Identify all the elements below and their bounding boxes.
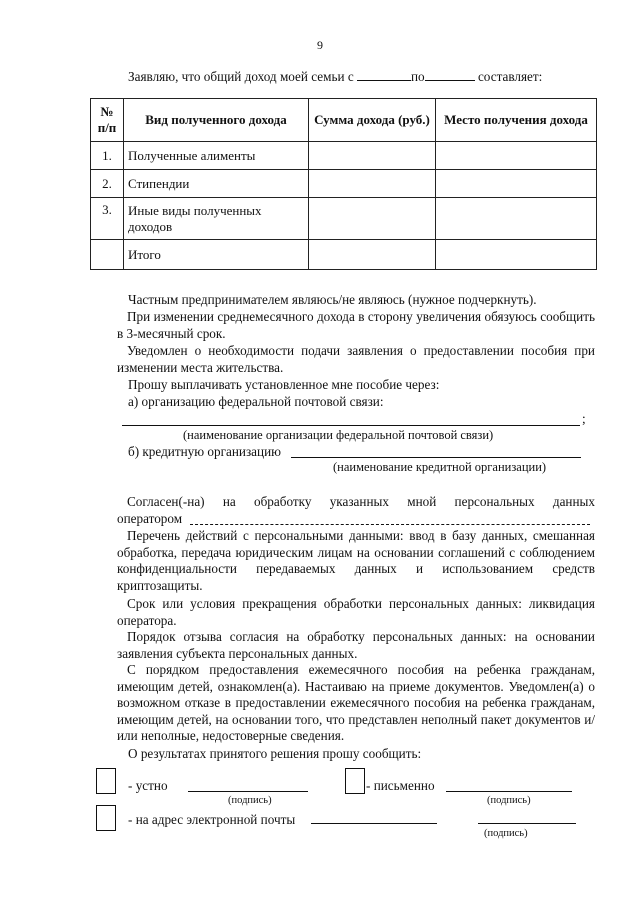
payment-request: Прошу выплачивать установленное мне пособие через: [128,377,440,392]
income-change-statement: При изменении среднемесячного дохода в сторону увеличения обязуюсь сообщить в 3-месячный срок. [117,309,595,341]
written-checkbox[interactable] [345,768,365,794]
row-income-type: Стипендии [124,170,309,198]
row-place-cell[interactable] [436,170,597,198]
income-table [90,98,597,270]
oral-option-label: - устно [128,778,168,793]
table-row [91,170,597,198]
actions-list: Перечень действий с персональными данными: ввод в базу данных, смешанная обработка, передача юридическим лицам на основании соглашений с соблюдением конфиденциальности передаваемых данных и использованием средств криптозащиты. [117,528,595,593]
oral-signature-line[interactable] [188,791,308,792]
semicolon: ; [582,411,586,426]
row-amount-cell[interactable] [309,198,436,240]
header-number: № п/п [91,99,124,142]
row-place-cell[interactable] [436,198,597,240]
withdrawal-procedure: Порядок отзыва согласия на обработку персональных данных: на основании заявления субъекта персональных данных. [117,629,595,661]
bank-option-caption: (наименование кредитной организации) [333,460,547,474]
row-place-cell[interactable] [436,240,597,270]
header-income-type: Вид полученного дохода [124,99,309,142]
postal-organization-field[interactable] [122,425,580,426]
oral-checkbox[interactable] [96,768,116,794]
operator-label: оператором [117,511,183,526]
postal-option-label: а) организацию федеральной почтовой связи: [128,394,384,409]
row-income-type: Итого [124,240,309,270]
table-row [91,142,597,170]
written-signature-line[interactable] [446,791,572,792]
row-place-cell[interactable] [436,142,597,170]
date-to-field[interactable] [425,68,475,81]
termination-terms: Срок или условия прекращения обработки персональных данных: ликвидация оператора. [117,596,595,628]
bank-option-label: б) кредитную организацию [128,444,282,459]
results-heading: О результатах принятого решения прошу сообщить: [128,746,422,761]
row-number [91,240,124,270]
consent-statement: Согласен(-на) на обработку указанных мной персональных данных [127,494,595,509]
declaration-prefix: Заявляю, что общий доход моей семьи с [128,69,354,84]
table-row [91,198,597,240]
email-option-label: - на адрес электронной почты [128,812,296,827]
row-income-type: Полученные алименты [124,142,309,170]
row-income-type: Иные виды полученных доходов [124,198,309,240]
page-number: 9 [317,38,323,52]
postal-option-caption: (наименование организации федеральной почтовой связи) [183,428,494,442]
residence-change-statement: Уведомлен о необходимости подачи заявления о предоставлении пособия при изменении места жительства. [117,343,595,375]
written-option-label: - письменно [366,778,435,793]
row-amount-cell[interactable] [309,142,436,170]
row-amount-cell[interactable] [309,240,436,270]
row-number: 3. [91,198,124,240]
row-number: 2. [91,170,124,198]
email-address-line[interactable] [311,823,437,824]
email-checkbox[interactable] [96,805,116,831]
procedure-acknowledgement: С порядком предоставления ежемесячного пособия на ребенка гражданам, имеющим детей, ознакомлен(а). Настаиваю на приеме документов. Уведомлен(а) о возможном отказе в предоставлении ежемесячного пособия на ребенка гражданам, имеющим детей, на основании того, что представлен неполный пакет документов и/или неполные, недостоверные сведения. [117,662,595,743]
entrepreneur-statement: Частным предпринимателем являюсь/не являюсь (нужное подчеркнуть). [128,292,537,307]
income-declaration [128,68,542,85]
table-header-row [91,99,597,142]
email-signature-line[interactable] [478,823,576,824]
written-signature-caption: (подпись) [487,795,531,806]
table-total-row [91,240,597,270]
email-signature-caption: (подпись) [484,828,528,839]
date-from-field[interactable] [357,68,411,81]
row-number: 1. [91,142,124,170]
header-income-amount: Сумма дохода (руб.) [309,99,436,142]
row-amount-cell[interactable] [309,170,436,198]
bank-organization-field[interactable] [291,457,581,458]
operator-field[interactable] [190,524,590,525]
oral-signature-caption: (подпись) [228,795,272,806]
declaration-suffix: составляет: [477,69,543,84]
header-income-place: Место получения дохода [436,99,597,142]
declaration-middle: по [410,69,425,84]
